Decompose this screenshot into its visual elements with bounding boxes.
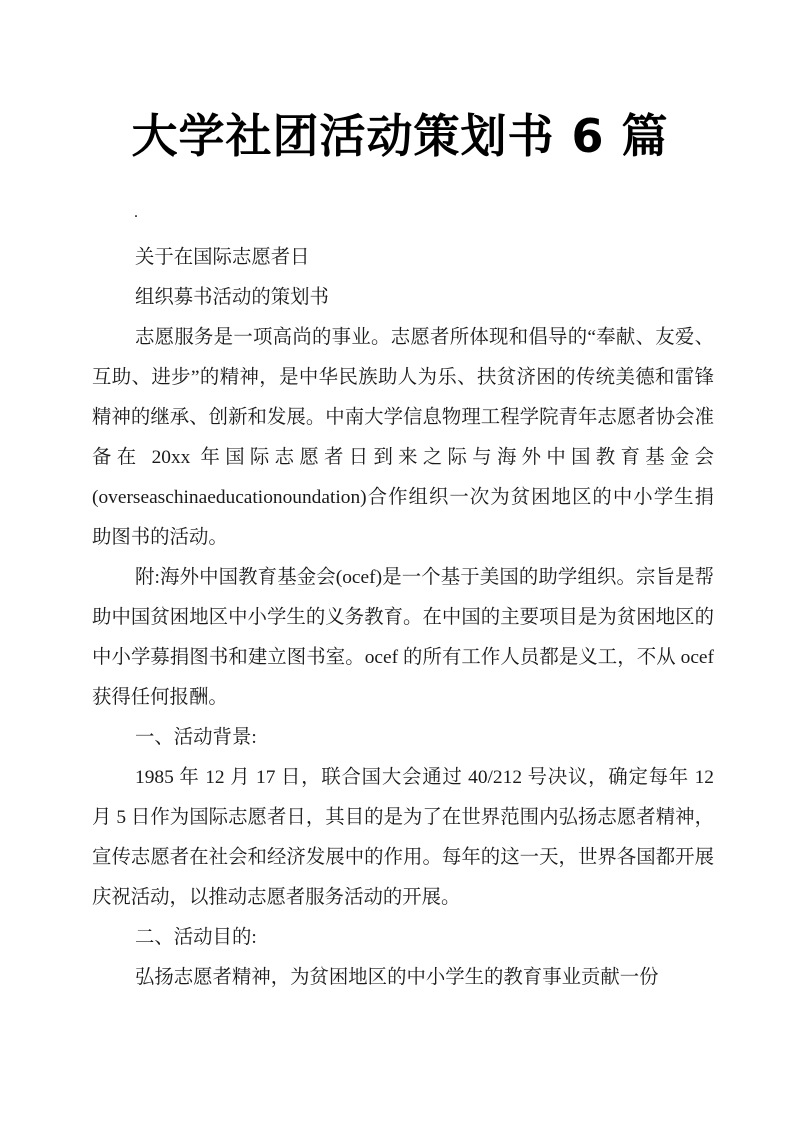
document-body (92, 238, 714, 998)
heading-line-2: 组织募书活动的策划书 (135, 287, 329, 308)
paragraph-intro: 志愿服务是一项高尚的事业。志愿者所体现和倡导的“奉献、友爱、互助、进步”的精神，是中华民族助人为乐、扶贫济困的传统美德和雷锋精神的继承、创新和发展。中南大学信息物理工程学院青年志愿者协会准备在 20xx 年国际志愿者日到来之际与海外中国教育基金会(overseaschinaeducationoundation)合作组织一次为贫困地区的中小学生捐助图书的活动。 (92, 327, 714, 548)
heading-line-1: 关于在国际志愿者日 (135, 247, 310, 268)
paragraph-appendix: 附:海外中国教育基金会(ocef)是一个基于美国的助学组织。宗旨是帮助中国贫困地区中小学生的义务教育。在中国的主要项目是为贫困地区的中小学募捐图书和建立图书室。ocef 的所有工作人员都是义工，不从 ocef 获得任何报酬。 (92, 567, 714, 708)
paragraph-background: 1985 年 12 月 17 日，联合国大会通过 40/212 号决议，确定每年 12 月 5 日作为国际志愿者日，其目的是为了在世界范围内弘扬志愿者精神，宣传志愿者在社会和经济发展中的作用。每年的这一天，世界各国都开展庆祝活动，以推动志愿者服务活动的开展。 (92, 767, 714, 908)
document-title: 大学社团活动策划书 6 篇 (131, 109, 669, 163)
section-heading-background: 一、活动背景: (135, 727, 257, 748)
paragraph-purpose: 弘扬志愿者精神，为贫困地区的中小学生的教育事业贡献一份 (135, 967, 659, 988)
section-heading-purpose: 二、活动目的: (135, 927, 257, 948)
bullet-marker: . (134, 204, 138, 221)
